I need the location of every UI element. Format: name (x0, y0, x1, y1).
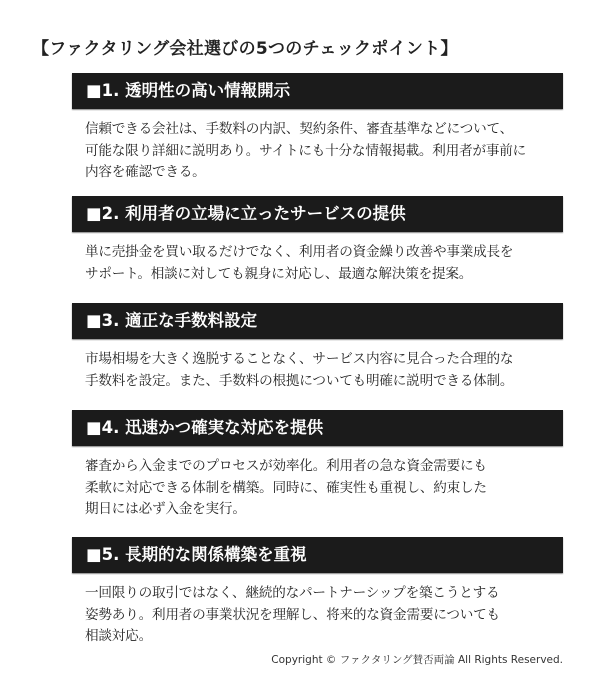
checkpoint-2 (72, 196, 563, 285)
checkpoint-heading: ■1. 透明性の高い情報開示 (72, 73, 563, 109)
checkpoint-4 (72, 410, 563, 521)
checkpoint-body (72, 339, 563, 392)
checkpoint-1 (72, 73, 563, 184)
copyright: Copyright © ファクタリング賛否両論 All Rights Reserved. (271, 654, 563, 666)
body-line: 可能な限り詳細に説明あり。サイトにも十分な情報掲載。利用者が事前に (85, 142, 527, 159)
page-title: 【ファクタリング会社選びの5つのチェックポイント】 (32, 39, 458, 59)
checkpoint-body (72, 232, 563, 285)
body-line: 手数料を設定。また、手数料の根拠についても明確に説明できる体制。 (85, 372, 514, 389)
checkpoint-heading: ■3. 適正な手数料設定 (72, 303, 563, 339)
body-line: サポート。相談に対しても親身に対応し、最適な解決策を提案。 (85, 265, 473, 282)
body-line: 審査から入金までのプロセスが効率化。利用者の急な資金需要にも (85, 458, 487, 474)
body-line: 期日には必ず入金を実行。 (85, 501, 246, 517)
body-line: 内容を確認できる。 (85, 164, 206, 180)
body-line: 単に売掛金を買い取るだけでなく、利用者の資金繰り改善や事業成長を (85, 244, 514, 260)
body-line: 姿勢あり。利用者の事業状況を理解し、将来的な資金需要についても (85, 606, 500, 623)
checkpoint-3 (72, 303, 563, 392)
body-line: 信頼できる会社は、手数料の内訳、契約条件、審査基準などについて、 (85, 121, 514, 137)
checkpoint-body (72, 109, 563, 184)
checkpoint-body (72, 446, 563, 521)
checkpoint-body (72, 573, 563, 648)
body-line: 一回限りの取引ではなく、継続的なパートナーシップを築こうとする (85, 585, 500, 601)
checkpoint-heading: ■2. 利用者の立場に立ったサービスの提供 (72, 196, 563, 232)
checkpoint-heading: ■4. 迅速かつ確実な対応を提供 (72, 410, 563, 446)
checkpoint-heading: ■5. 長期的な関係構築を重視 (72, 537, 563, 573)
body-line: 柔軟に対応できる体制を構築。同時に、確実性も重視し、約束した (85, 479, 487, 496)
checkpoint-5 (72, 537, 563, 648)
body-line: 市場相場を大きく逸脱することなく、サービス内容に見合った合理的な (85, 351, 514, 367)
body-line: 相談対応。 (85, 628, 152, 644)
